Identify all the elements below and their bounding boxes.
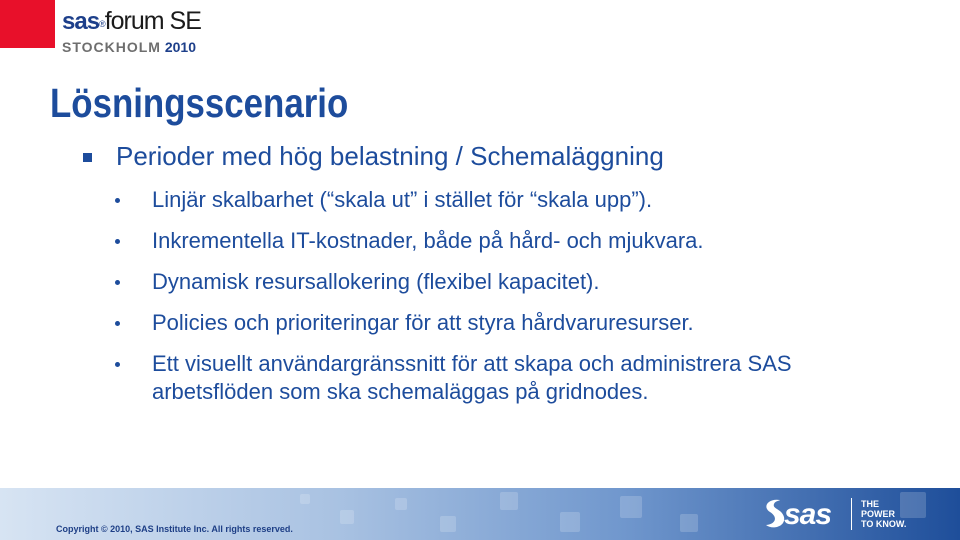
sub-bullet-item [115,268,915,296]
dot-bullet-icon [115,239,120,244]
sub-bullet-text: Dynamisk resursallokering (flexibel kapacitet). [152,269,600,294]
footer-decor [300,494,310,504]
dot-bullet-icon [115,280,120,285]
dot-bullet-icon [115,198,120,203]
footer-decor [680,514,698,532]
sub-bullet-item [115,309,915,337]
event-name: forum SE [104,7,201,35]
dot-bullet-icon [115,362,120,367]
tagline-line: POWER [861,509,896,519]
slide-title: Lösningsscenario [50,80,349,126]
tagline-line: THE [861,499,879,509]
footer-decor [500,492,518,510]
sub-bullet-item [115,227,915,255]
sub-bullet-text: Linjär skalbarhet (“skala ut” i stället för “skala upp”). [152,187,653,212]
logo-divider [851,498,852,530]
footer-decor [620,496,642,518]
dot-bullet-icon [115,321,120,326]
square-bullet-icon [83,153,92,162]
event-logo [62,8,201,55]
footer-decor [395,498,407,510]
event-logo-line2 [62,39,201,55]
sub-bullet-text: Policies och prioriteringar för att styra hårdvaruresurser. [152,310,694,335]
footer-bar [0,488,960,540]
footer-decor [440,516,456,532]
sub-bullet-item [115,350,915,406]
copyright-text: Copyright © 2010, SAS Institute Inc. All rights reserved. [56,524,293,534]
sub-bullet-text: Ett visuellt användargränssnitt för att skapa och administrera SAS arbetsflöden som ska schemaläggas på gridnodes. [152,351,792,404]
event-registered-mark: ® [99,19,105,29]
event-city: STOCKHOLM [62,39,161,55]
event-logo-line1 [62,8,201,37]
red-accent-square [0,0,55,48]
footer-decor [560,512,580,532]
main-bullet [83,141,664,172]
event-brand: sas [62,8,100,35]
sas-logo [758,497,848,531]
tagline [861,499,906,529]
event-year: 2010 [164,39,197,55]
footer-decor [340,510,354,524]
footer-brand-text: sas [784,498,832,531]
main-bullet-text: Perioder med hög belastning / Schemaläggning [116,141,664,171]
sub-bullet-text: Inkrementella IT-kostnader, både på hård- och mjukvara. [152,228,704,253]
sub-bullet-item [115,186,915,214]
sub-bullet-list [115,186,915,419]
tagline-line: TO KNOW. [861,519,907,529]
